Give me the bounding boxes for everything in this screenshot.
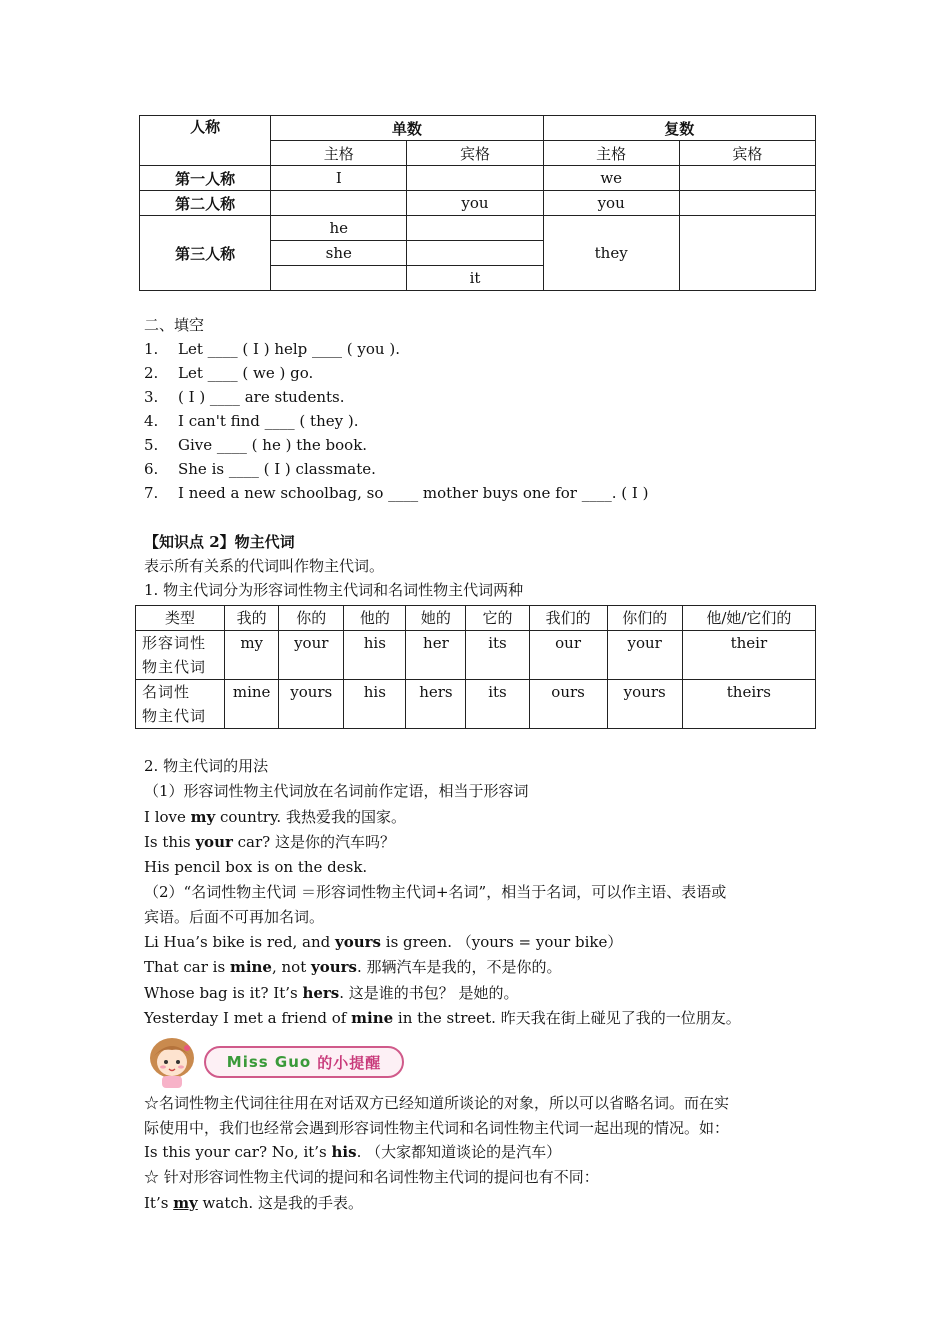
- row-label: 形容词性 物主代词: [136, 631, 225, 680]
- header-cell: 你们的: [607, 606, 682, 631]
- table-cell: he: [271, 216, 407, 241]
- example-line: I love my country. 我热爱我的国家。: [144, 808, 406, 826]
- girl-avatar-icon: [142, 1034, 202, 1088]
- row-label: 第三人称: [140, 216, 271, 291]
- list-item: 7. I need a new schoolbag, so ____ mother buys one for ____. ( I ): [144, 484, 649, 502]
- example-line: Yesterday I met a friend of mine in the street. 昨天我在街上碰见了我的一位朋友。: [144, 1009, 741, 1027]
- list-item: 5. Give ____ ( he ) the book.: [144, 436, 368, 454]
- row-label: 名词性 物主代词: [136, 680, 225, 729]
- tip-banner-title: Miss Guo 的小提醒: [204, 1046, 404, 1078]
- sub-object: 宾格: [679, 141, 815, 166]
- table-cell: our: [529, 631, 607, 680]
- header-cell: 你的: [279, 606, 344, 631]
- example-line: Whose bag is it? It’s hers. 这是谁的书包？ 是她的。: [144, 984, 519, 1002]
- table-cell: [679, 191, 815, 216]
- section-title: 二、填空: [144, 316, 205, 334]
- example-line: His pencil box is on the desk.: [144, 858, 368, 876]
- header-cell: 她的: [406, 606, 466, 631]
- table-cell: my: [225, 631, 279, 680]
- header-cell: 我的: [225, 606, 279, 631]
- table-cell: yours: [279, 680, 344, 729]
- table-cell: your: [279, 631, 344, 680]
- header-cell: 他/她/它们的: [682, 606, 815, 631]
- table-cell: I: [271, 166, 407, 191]
- table-cell: we: [543, 166, 679, 191]
- sub-object: 宾格: [407, 141, 543, 166]
- header-plural: 复数: [543, 116, 815, 141]
- list-item: 4. I can't find ____ ( they ).: [144, 412, 359, 430]
- personal-pronoun-table: [139, 115, 816, 291]
- table-cell: [407, 166, 543, 191]
- table-cell: it: [407, 266, 543, 291]
- table-cell: [271, 266, 407, 291]
- table-cell: its: [466, 680, 529, 729]
- sub-subject: 主格: [543, 141, 679, 166]
- table-cell: [407, 216, 543, 241]
- possessive-pronoun-table: [135, 605, 816, 729]
- table-cell: you: [543, 191, 679, 216]
- section-heading: 【知识点 2】物主代词: [144, 533, 295, 551]
- list-item: 2. Let ____ ( we ) go.: [144, 364, 314, 382]
- sub-subject: 主格: [271, 141, 407, 166]
- header-person: 人称: [140, 116, 271, 166]
- table-cell: [679, 216, 815, 291]
- tip-banner: [142, 1034, 412, 1088]
- example-line: Li Hua’s bike is red, and yours is green. （yours = your bike）: [144, 933, 623, 951]
- header-cell: 他的: [344, 606, 406, 631]
- table-cell: she: [271, 241, 407, 266]
- tip-paragraph: 际使用中，我们也经常会遇到形容词性物主代词和名词性物主代词一起出现的情况。如：: [144, 1119, 730, 1137]
- row-label: 第一人称: [140, 166, 271, 191]
- table-cell: [407, 241, 543, 266]
- example-line: Is this your car? 这是你的汽车吗？: [144, 833, 395, 851]
- table-cell: its: [466, 631, 529, 680]
- tip-paragraph: ☆名词性物主代词往往用在对话双方已经知道所谈论的对象，所以可以省略名词。而在实: [144, 1094, 730, 1112]
- paragraph: 1. 物主代词分为形容词性物主代词和名词性物主代词两种: [144, 581, 524, 599]
- table-cell: they: [543, 216, 679, 291]
- paragraph: （2）“名词性物主代词 ＝形容词性物主代词+名词”，相当于名词，可以作主语、表语或: [144, 883, 727, 901]
- table-cell: [271, 191, 407, 216]
- header-cell: 我们的: [529, 606, 607, 631]
- paragraph: 宾语。后面不可再加名词。: [144, 908, 325, 926]
- list-item: 1. Let ____ ( I ) help ____ ( you ).: [144, 340, 400, 358]
- table-cell: you: [407, 191, 543, 216]
- table-cell: his: [344, 631, 406, 680]
- table-cell: their: [682, 631, 815, 680]
- table-cell: mine: [225, 680, 279, 729]
- example-line: It’s my watch. 这是我的手表。: [144, 1194, 363, 1212]
- example-line: That car is mine, not yours. 那辆汽车是我的，不是你的。: [144, 958, 562, 976]
- header-cell: 它的: [466, 606, 529, 631]
- header-cell: 类型: [136, 606, 225, 631]
- table-cell: his: [344, 680, 406, 729]
- tip-paragraph: ☆ 针对形容词性物主代词的提问和名词性物主代词的提问也有不同：: [144, 1168, 599, 1186]
- list-item: 3. ( I ) ____ are students.: [144, 388, 345, 406]
- example-line: Is this your car? No, it’s his. （大家都知道谈论的是汽车）: [144, 1143, 562, 1161]
- table-cell: theirs: [682, 680, 815, 729]
- table-cell: [679, 166, 815, 191]
- table-cell: your: [607, 631, 682, 680]
- definition-text: 表示所有关系的代词叫作物主代词。: [144, 557, 385, 575]
- table-cell: her: [406, 631, 466, 680]
- table-cell: ours: [529, 680, 607, 729]
- list-item: 6. She is ____ ( I ) classmate.: [144, 460, 376, 478]
- row-label: 第二人称: [140, 191, 271, 216]
- header-singular: 单数: [271, 116, 543, 141]
- table-cell: yours: [607, 680, 682, 729]
- paragraph: 2. 物主代词的用法: [144, 757, 269, 775]
- paragraph: （1）形容词性物主代词放在名词前作定语，相当于形容词: [144, 782, 529, 800]
- table-cell: hers: [406, 680, 466, 729]
